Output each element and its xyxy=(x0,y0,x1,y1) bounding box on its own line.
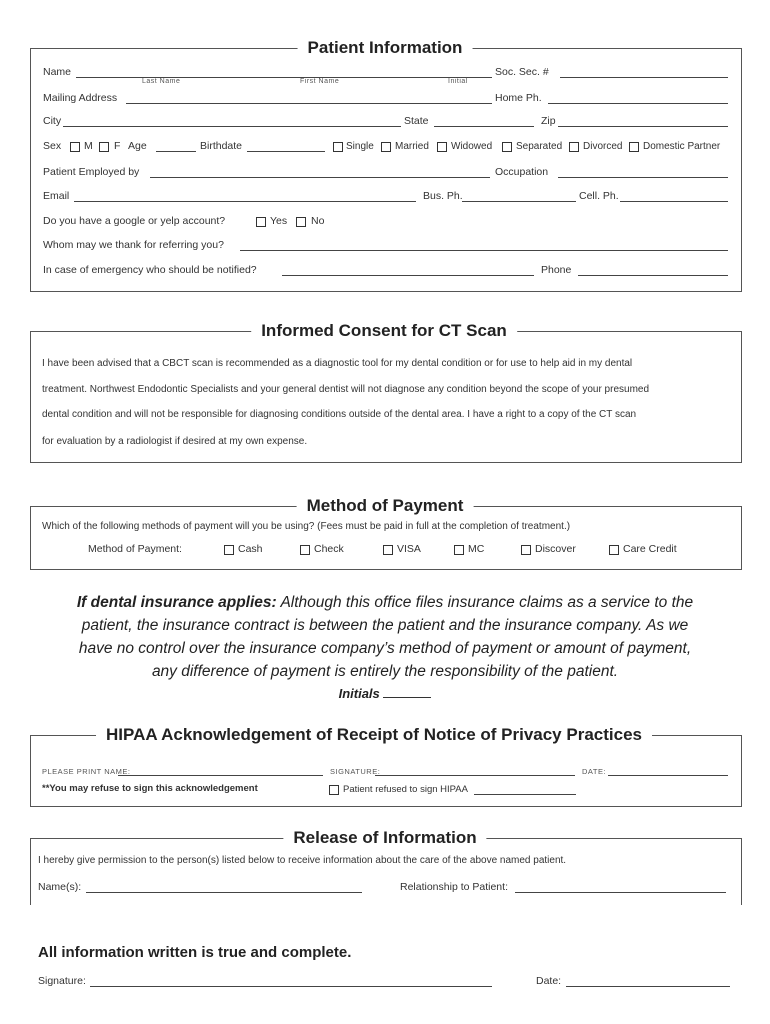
separated-label: Separated xyxy=(516,141,563,152)
referral-field[interactable] xyxy=(240,250,728,251)
occupation-label: Occupation xyxy=(495,166,549,178)
insurance-line-4: any difference of payment is entirely the responsibility of the patient. xyxy=(151,663,619,680)
insurance-line-1-rest: Although this office files insurance claims as a service to the xyxy=(280,594,694,611)
release-title: Release of Information xyxy=(283,828,486,848)
zip-label: Zip xyxy=(541,115,556,127)
city-field[interactable] xyxy=(63,126,401,127)
refuse-note: **You may refuse to sign this acknowledgement xyxy=(42,783,258,794)
mc-label: MC xyxy=(468,543,485,555)
married-label: Married xyxy=(395,141,429,152)
state-field[interactable] xyxy=(434,126,534,127)
discover-checkbox[interactable] xyxy=(521,545,531,555)
first-name-caption: First Name xyxy=(300,78,340,85)
cell-phone-field[interactable] xyxy=(620,201,728,202)
single-label: Single xyxy=(346,141,374,152)
state-label: State xyxy=(404,115,429,127)
signature-label: Signature: xyxy=(38,975,86,987)
cash-label: Cash xyxy=(238,543,263,555)
home-phone-label: Home Ph. xyxy=(495,92,542,104)
release-section xyxy=(30,838,742,905)
domestic-partner-label: Domestic Partner xyxy=(643,141,721,152)
initials-row xyxy=(0,686,770,701)
insurance-line-2: patient, the insurance contract is between the patient and the insurance company. As we xyxy=(81,617,689,634)
separated-checkbox[interactable] xyxy=(502,142,512,152)
signature-field[interactable] xyxy=(90,986,492,987)
release-permission: I hereby give permission to the person(s) listed below to receive information about the care of the above named patient. xyxy=(38,855,567,866)
consent-line-4: for evaluation by a radiologist if desired at my own expense. xyxy=(42,436,308,447)
business-phone-label: Bus. Ph. xyxy=(423,190,463,202)
refused-hipaa-field[interactable] xyxy=(474,794,576,795)
hipaa-signature-label: SIGNATURE: xyxy=(330,767,381,776)
widowed-checkbox[interactable] xyxy=(437,142,447,152)
occupation-field[interactable] xyxy=(558,177,728,178)
relationship-field[interactable] xyxy=(515,892,726,893)
sex-f-checkbox[interactable] xyxy=(99,142,109,152)
ct-consent-title: Informed Consent for CT Scan xyxy=(251,321,517,341)
refused-hipaa-checkbox[interactable] xyxy=(329,785,339,795)
divorced-label: Divorced xyxy=(583,141,623,152)
discover-label: Discover xyxy=(535,543,576,555)
release-names-label: Name(s): xyxy=(38,881,82,893)
release-names-field[interactable] xyxy=(86,892,362,893)
hipaa-title: HIPAA Acknowledgement of Receipt of Notice of Privacy Practices xyxy=(96,725,652,745)
initials-label: Initials xyxy=(338,686,380,701)
employer-field[interactable] xyxy=(150,177,490,178)
payment-question: Which of the following methods of payment will you be using? (Fees must be paid in full at the completion of treatment.) xyxy=(42,521,571,532)
employer-label: Patient Employed by xyxy=(43,166,140,178)
cash-checkbox[interactable] xyxy=(224,545,234,555)
initials-field[interactable] xyxy=(383,687,431,698)
age-label: Age xyxy=(128,140,147,152)
method-of-payment-label: Method of Payment: xyxy=(88,543,182,555)
insurance-line-3: have no control over the insurance company’s method of payment or amount of payment, xyxy=(78,640,692,657)
relationship-label: Relationship to Patient: xyxy=(400,881,508,893)
google-no-label: No xyxy=(311,215,325,227)
married-checkbox[interactable] xyxy=(381,142,391,152)
sex-m-label: M xyxy=(84,140,93,152)
name-label: Name xyxy=(43,66,72,78)
payment-title: Method of Payment xyxy=(297,496,474,516)
hipaa-date-field[interactable] xyxy=(608,775,728,776)
ssn-label: Soc. Sec. # xyxy=(495,66,549,78)
google-no-checkbox[interactable] xyxy=(296,217,306,227)
domestic-partner-checkbox[interactable] xyxy=(629,142,639,152)
refused-hipaa-label: Patient refused to sign HIPAA xyxy=(343,784,468,795)
divorced-checkbox[interactable] xyxy=(569,142,579,152)
referral-label: Whom may we thank for referring you? xyxy=(43,239,224,251)
widowed-label: Widowed xyxy=(451,141,493,152)
emergency-phone-field[interactable] xyxy=(578,275,728,276)
google-yelp-question: Do you have a google or yelp account? xyxy=(43,215,226,227)
care-credit-label: Care Credit xyxy=(623,543,677,555)
insurance-bold-lead: If dental insurance applies: xyxy=(76,594,277,611)
hipaa-date-label: DATE: xyxy=(582,767,607,776)
mailing-address-field[interactable] xyxy=(126,103,492,104)
business-phone-field[interactable] xyxy=(462,201,576,202)
cell-phone-label: Cell. Ph. xyxy=(579,190,619,202)
visa-label: VISA xyxy=(397,543,421,555)
zip-field[interactable] xyxy=(558,126,728,127)
print-name-field[interactable] xyxy=(118,775,323,776)
mailing-address-label: Mailing Address xyxy=(43,92,118,104)
email-field[interactable] xyxy=(74,201,416,202)
mc-checkbox[interactable] xyxy=(454,545,464,555)
hipaa-section xyxy=(30,735,742,807)
sex-label: Sex xyxy=(43,140,62,152)
care-credit-checkbox[interactable] xyxy=(609,545,619,555)
insurance-line-1 xyxy=(0,594,770,612)
print-name-label: PLEASE PRINT NAME: xyxy=(42,767,131,776)
visa-checkbox[interactable] xyxy=(383,545,393,555)
sex-m-checkbox[interactable] xyxy=(70,142,80,152)
date-label: Date: xyxy=(536,975,562,987)
emergency-phone-label: Phone xyxy=(541,264,572,276)
google-yes-checkbox[interactable] xyxy=(256,217,266,227)
birthdate-label: Birthdate xyxy=(200,140,243,152)
home-phone-field[interactable] xyxy=(548,103,728,104)
truth-statement: All information written is true and complete. xyxy=(38,944,352,961)
sex-f-label: F xyxy=(114,140,121,152)
last-name-caption: Last Name xyxy=(142,78,181,85)
date-field[interactable] xyxy=(566,986,730,987)
email-label: Email xyxy=(43,190,70,202)
consent-line-1: I have been advised that a CBCT scan is recommended as a diagnostic tool for my dental condition or for use to help aid in my dental xyxy=(42,358,633,369)
name-field[interactable] xyxy=(76,77,492,78)
birthdate-field[interactable] xyxy=(247,151,325,152)
single-checkbox[interactable] xyxy=(333,142,343,152)
ssn-field[interactable] xyxy=(560,77,728,78)
google-yes-label: Yes xyxy=(270,215,288,227)
consent-line-3: dental condition and will not be responsible for diagnosing conditions outside of the dental area. I have a right to a copy of the CT scan xyxy=(42,409,637,420)
check-label: Check xyxy=(314,543,344,555)
city-label: City xyxy=(43,115,62,127)
initial-caption: Initial xyxy=(448,78,468,85)
patient-information-title: Patient Information xyxy=(298,38,473,58)
age-field[interactable] xyxy=(156,151,196,152)
emergency-contact-field[interactable] xyxy=(282,275,534,276)
check-checkbox[interactable] xyxy=(300,545,310,555)
hipaa-signature-field[interactable] xyxy=(375,775,575,776)
emergency-contact-label: In case of emergency who should be notified? xyxy=(43,264,257,276)
consent-line-2: treatment. Northwest Endodontic Specialists and your general dentist will not diagnose any condition beyond the scope of your presumed xyxy=(42,384,650,395)
